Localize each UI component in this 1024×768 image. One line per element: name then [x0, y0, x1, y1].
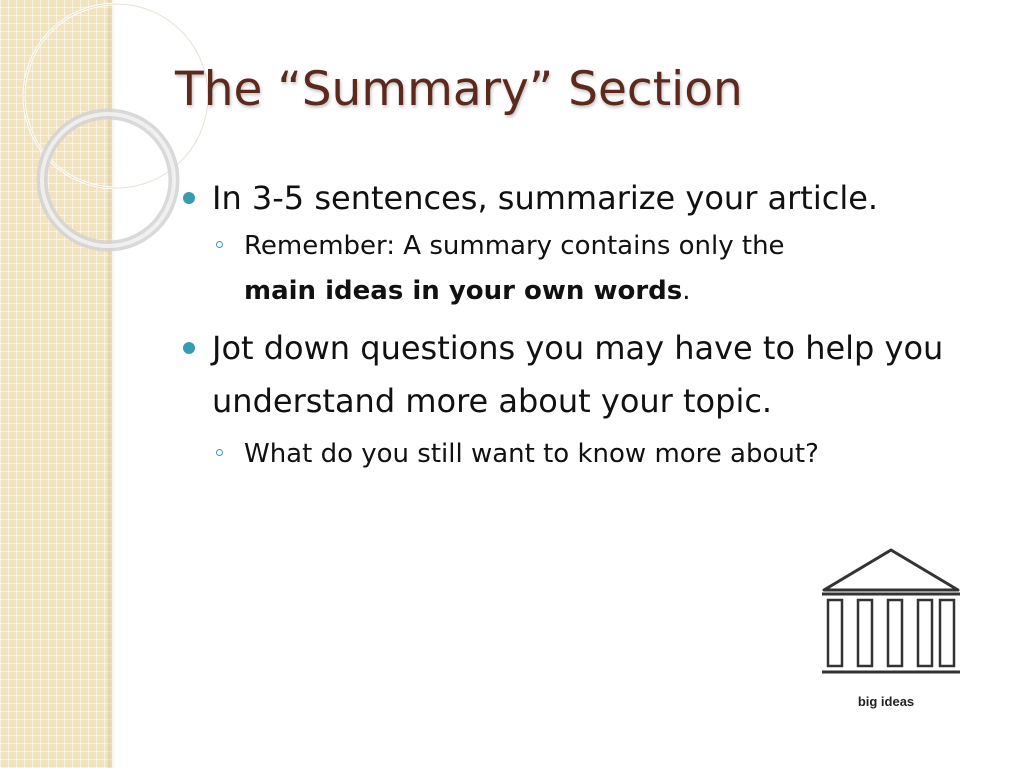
- sub-bullet-ring-icon: [216, 241, 223, 248]
- bullet-text: Jot down questions you may have to help you understand more about your topic.: [212, 329, 944, 420]
- decorative-rings-icon: [0, 0, 200, 260]
- bullet-item: [180, 322, 980, 428]
- logo-caption: big ideas: [857, 694, 915, 709]
- bullet-dot-icon: [183, 192, 195, 204]
- sub-bullet-period: .: [682, 276, 691, 306]
- bullet-list: [180, 174, 980, 477]
- bullet-dot-icon: [183, 342, 195, 354]
- temple-icon: [816, 544, 966, 719]
- sub-bullet-item: [180, 224, 980, 314]
- sub-bullet-ring-icon: [216, 449, 223, 456]
- sub-bullet-text: Remember: A summary contains only the: [244, 231, 785, 261]
- slide-title: The “Summary” Section: [175, 62, 743, 117]
- sub-bullet-text: What do you still want to know more about?: [244, 439, 819, 469]
- sub-bullet-emphasis: main ideas in your own words: [244, 276, 683, 306]
- bullet-text: In 3-5 sentences, summarize your article.: [212, 179, 879, 217]
- bullet-item: [180, 174, 980, 222]
- sub-bullet-item: [180, 432, 980, 477]
